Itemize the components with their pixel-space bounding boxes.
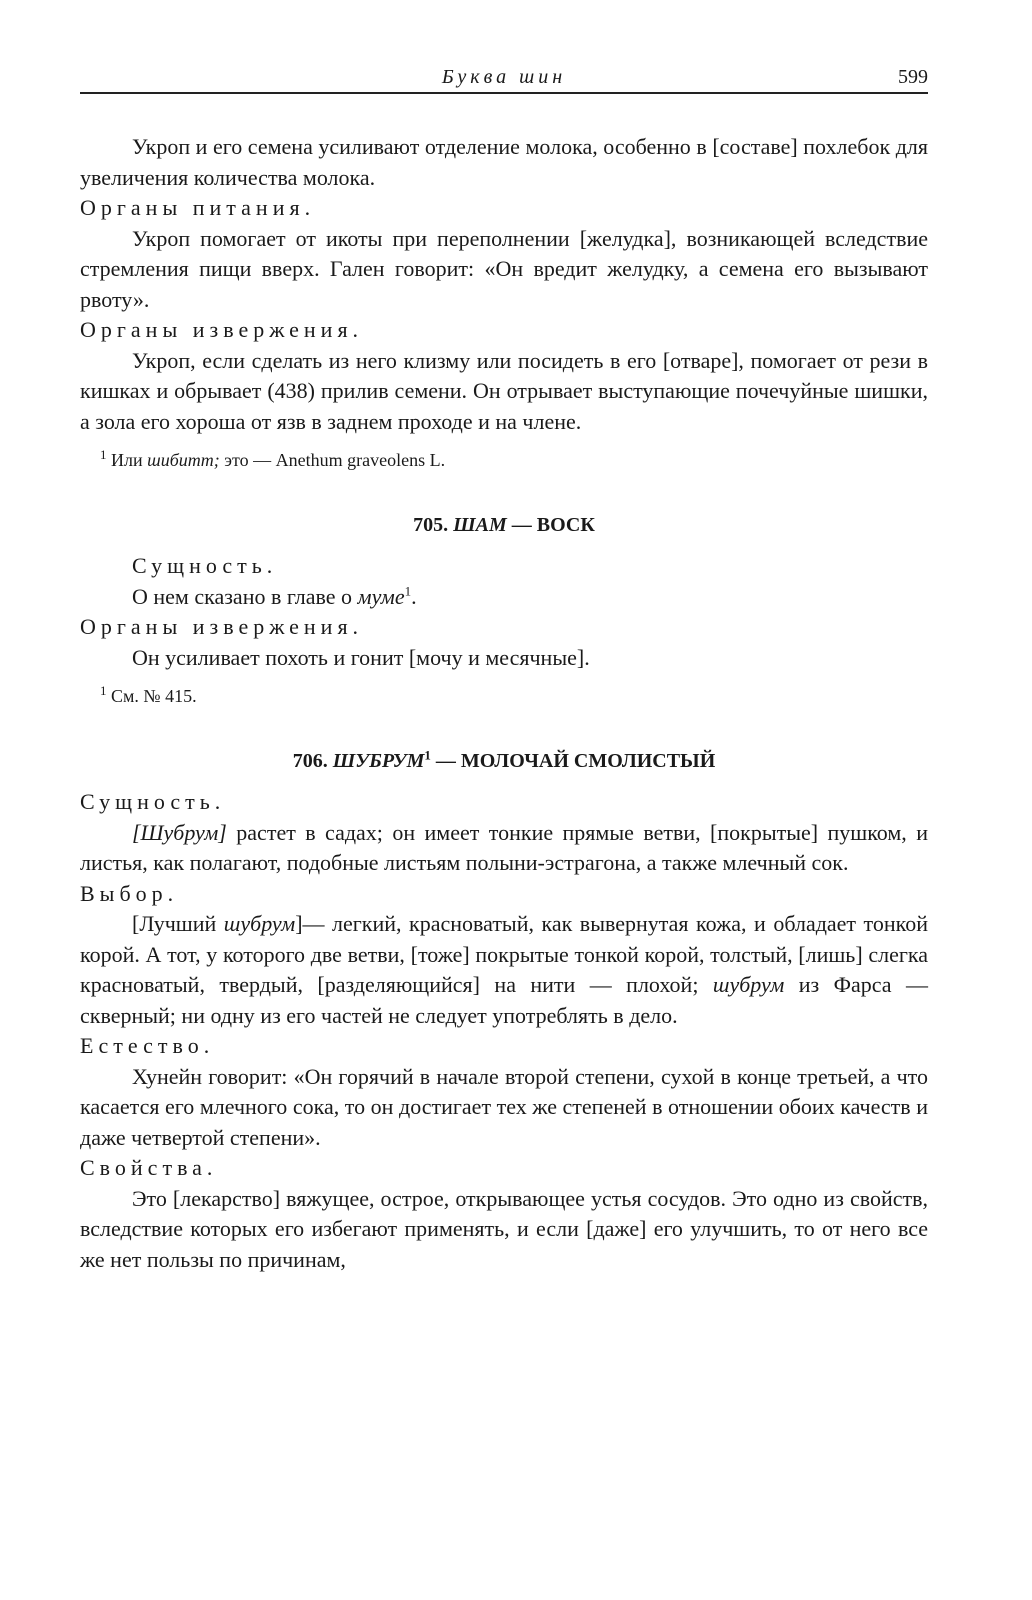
paragraph-dill-enema: Укроп, если сделать из него клизму или посидеть в его [отваре], помогает от рези в кишках и обрывает (438) прилив семени. Он отрывает выступающие почечуйные шишки, а зола его хороша от язв в заднем проходе и на члене. — [80, 347, 928, 434]
running-title: Буква шин — [441, 66, 567, 88]
entry-number: 705. — [413, 514, 449, 536]
paragraph-wax-essence — [80, 582, 928, 613]
entry-name: ШАМ — [453, 514, 507, 536]
text-run: О нем сказано в главе о — [132, 583, 353, 609]
entry-title-705 — [80, 511, 928, 539]
paragraph-wax-excretion: Он усиливает похоть и гонит [мочу и месячные]. — [132, 644, 590, 670]
book-page — [80, 62, 928, 1275]
footnote-ref: 1 — [424, 747, 431, 763]
footnote-dill — [80, 447, 928, 473]
entry-dash: — — [511, 514, 532, 536]
section-label-essence: Сущность. — [80, 789, 226, 814]
entry-name: ШУБРУМ — [332, 750, 425, 772]
paragraph-dill-hiccup: Укроп помогает от икоты при переполнении [желудка], возникающей вследствие стремления пищи вверх. Гален говорит: «Он вредит желудку, а семена его вызывают рвоту». — [80, 225, 928, 312]
text-run: из Фарса — скверный; ни одну из его частей не следует употреблять в дело. — [80, 972, 928, 1028]
footnote-text: См. № 415. — [111, 686, 197, 706]
section-label-choice: Выбор. — [80, 880, 179, 906]
section-label-nutrition: Органы питания. — [80, 195, 316, 220]
section-label-excretion: Органы извержения. — [80, 317, 364, 342]
footnote-term: шибитт; — [147, 450, 220, 470]
footnote-rest: это — Anethum graveolens L. — [224, 450, 446, 470]
italic-term: муме — [357, 583, 405, 609]
italic-term: шубрум — [223, 911, 296, 936]
section-label-essence: Сущность. — [132, 553, 278, 578]
text-run: растет в садах; он имеет тонкие прямые ветви, [покрытые] пушком, и листья, как полагают, подобные листьям полыни-эстрагона, а также млечный сок. — [80, 819, 928, 875]
section-label-nature: Естество. — [80, 1033, 215, 1058]
page-number: 599 — [898, 66, 928, 88]
italic-term: [Шубрум] — [132, 819, 227, 845]
entry-title-706 — [80, 747, 928, 775]
paragraph-spurge-essence — [80, 818, 928, 879]
paragraph-spurge-nature: Хунейн говорит: «Он горячий в начале второй степени, сухой в конце третьей, а что касается его млечного сока, то он достигает тех же степеней в отношении обоих качеств и даже четвертой степени». — [80, 1063, 928, 1150]
text-run: ]— легкий, красноватый, как вывернутая кожа, и обладает тонкой корой. А тот, у которого две ветви, [тоже] покрытые тонкой корой, толстый, [лишь] слегка красноватый, твердый, [разделяющийся] на нити — плохой; — [80, 911, 928, 997]
entry-dash: — — [435, 750, 456, 772]
entry-meaning: МОЛОЧАЙ СМОЛИСТЫЙ — [460, 750, 716, 772]
footnote-marker: 1 — [100, 683, 107, 698]
running-header — [80, 62, 928, 94]
section-label-properties: Свойства. — [80, 1155, 218, 1180]
paragraph-dill-milk: Укроп и его семена усиливают отделение молока, особенно в [составе] похлебок для увеличения количества молока. — [80, 134, 928, 190]
italic-term: шубрум — [712, 972, 785, 997]
text-run: [Лучший — [132, 911, 217, 936]
paragraph-spurge-choice — [80, 909, 928, 1031]
paragraph-spurge-properties: Это [лекарство] вяжущее, острое, открывающее устья сосудов. Это одно из свойств, вследствие которых его избегают применять, и если [даже] его улучшить, то от него все же нет пользы по причинам, — [80, 1185, 928, 1272]
footnote-prefix: Или — [111, 450, 143, 470]
text-run: . — [411, 583, 417, 609]
footnote-ref: 1 — [404, 583, 412, 599]
entry-number: 706. — [292, 750, 328, 772]
footnote-wax — [80, 683, 928, 709]
footnote-marker: 1 — [100, 447, 107, 462]
entry-meaning: ВОСК — [536, 514, 595, 536]
section-label-excretion: Органы извержения. — [80, 614, 364, 639]
